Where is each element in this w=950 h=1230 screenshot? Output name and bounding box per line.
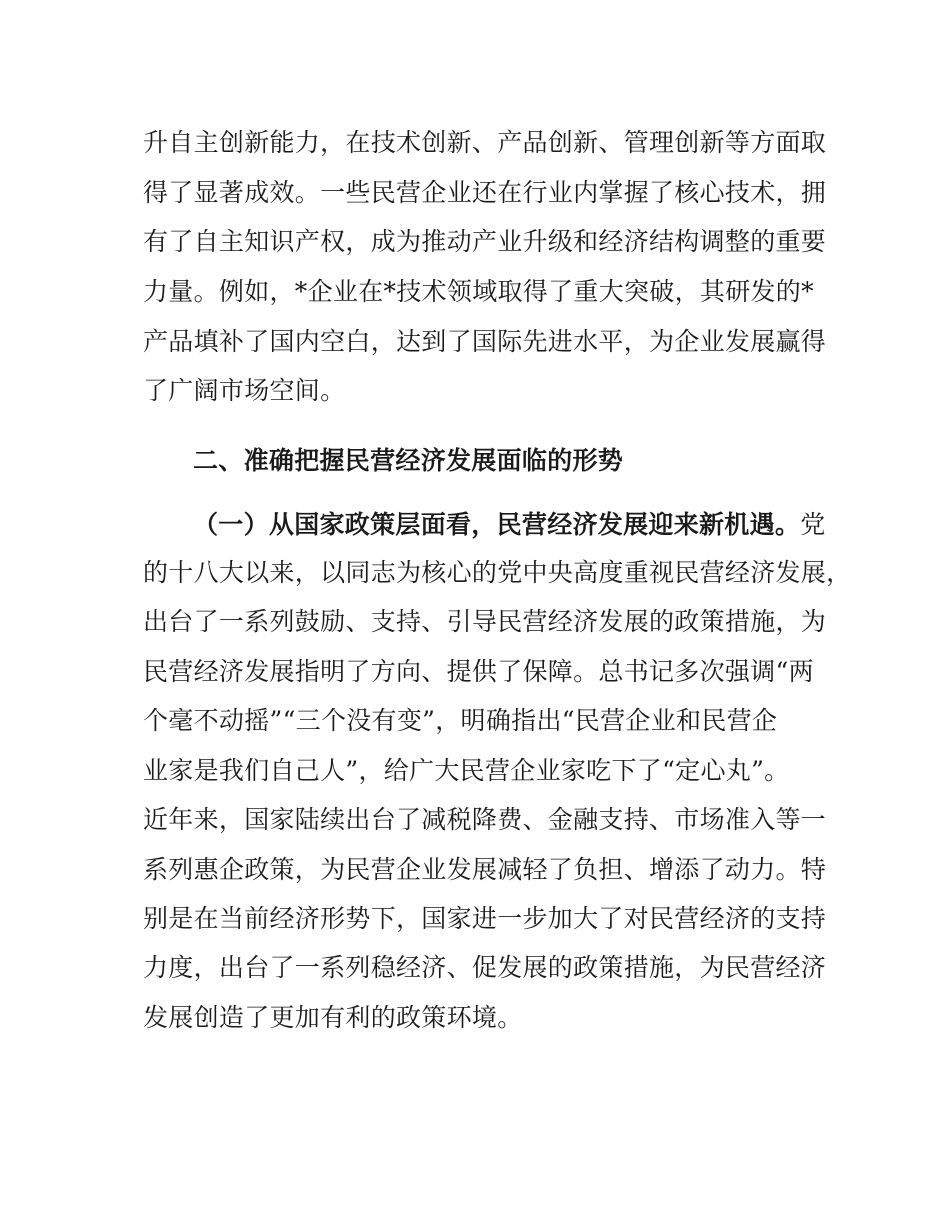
- paragraph-line: 系列惠企政策，为民营企业发展减轻了负担、增添了动力。特: [143, 855, 827, 884]
- paragraph-line: 发展创造了更加有利的政策环境。: [143, 1003, 523, 1032]
- paragraph-line: 出台了一系列鼓励、支持、引导民营经济发展的政策措施，为: [143, 607, 827, 636]
- paragraph-line: 得了显著成效。一些民营企业还在行业内掌握了核心技术，拥: [143, 178, 827, 207]
- paragraph-line: 别是在当前经济形势下，国家进一步加大了对民营经济的支持: [143, 904, 827, 933]
- paragraph-line: 有了自主知识产权，成为推动产业升级和经济结构调整的重要: [143, 227, 827, 256]
- paragraph-text-run: 党: [800, 510, 826, 539]
- paragraph-line: 民营经济发展指明了方向、提供了保障。总书记多次强调“两: [143, 657, 814, 686]
- paragraph-line: 的十八大以来，以同志为核心的党中央高度重视民营经济发展，: [143, 558, 852, 587]
- paragraph-line: 力量。例如，*企业在*技术领域取得了重大突破，其研发的*: [143, 277, 814, 306]
- paragraph-line: 力度，出台了一系列稳经济、促发展的政策措施，为民营经济: [143, 953, 827, 982]
- paragraph-line: 了广阔市场空间。: [143, 376, 346, 405]
- subsection-heading: （一）从国家政策层面看，民营经济发展迎来新机遇。: [193, 510, 801, 539]
- subsection-first-line: [193, 508, 826, 542]
- paragraph-line: 个毫不动摇”“三个没有变”，明确指出“民营企业和民营企: [143, 706, 778, 735]
- paragraph-line: 升自主创新能力，在技术创新、产品创新、管理创新等方面取: [143, 128, 827, 157]
- paragraph-line: 近年来，国家陆续出台了减税降费、金融支持、市场准入等一: [143, 805, 827, 834]
- paragraph-line: 业家是我们自己人”，给广大民营企业家吃下了“定心丸”。: [143, 756, 790, 785]
- paragraph-line: 产品填补了国内空白，达到了国际先进水平，为企业发展赢得: [143, 327, 827, 356]
- section-heading: 二、准确把握民营经济发展面临的形势: [193, 446, 624, 475]
